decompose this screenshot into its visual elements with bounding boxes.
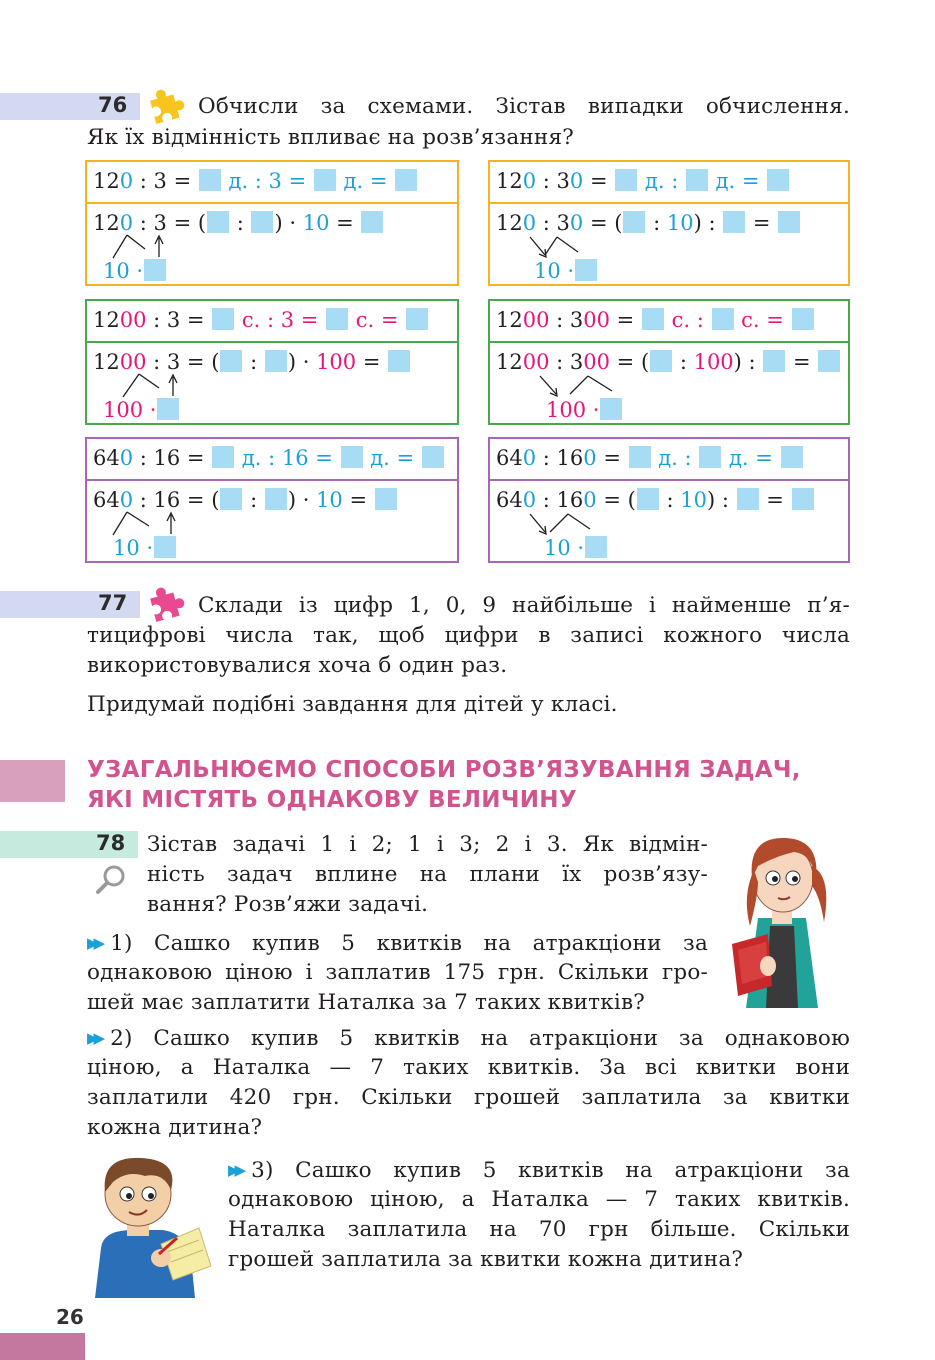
equation-row: 1200 : 3 = ( : ) · 100 = [93,349,411,375]
answer-blank[interactable] [585,536,607,558]
answer-blank[interactable] [144,259,166,281]
answer-blank[interactable] [575,259,597,281]
equation-row: 120 : 3 = д. : 3 = д. = [93,168,418,194]
scheme-result: 10 · [544,535,608,561]
scheme-box [488,437,850,563]
task-text: Зістав задачі 1 і 2; 1 і 3; 2 і 3. Як відмін- [147,832,708,857]
task-text: тицифрові числа так, щоб цифри в записі кожного числа [87,623,850,648]
task-text: Склади із цифр 1, 0, 9 найбільше і найменше п’я- [198,593,850,618]
arrow-icon: ▶▶ [228,1161,242,1179]
task-text: використовувалися хоча б один раз. [87,653,508,678]
answer-blank[interactable] [157,398,179,420]
magnifier-icon [95,862,129,896]
task-text: Придумай подібні завдання для дітей у класі. [87,692,618,717]
task-text: грошей заплатила за квитки кожна дитина? [228,1247,744,1272]
task-number: 77 [98,591,128,615]
equation-row: 120 : 30 = ( : 10) : = [496,210,801,236]
equation-row: 1200 : 300 = ( : 100) : = [496,349,841,375]
girl-reading-illustration [728,826,836,1008]
boy-writing-illustration [83,1148,213,1298]
scheme-result: 100 · [103,397,180,423]
scheme-result: 10 · [113,535,177,561]
section-marker [0,760,65,802]
equation-row: 640 : 160 = ( : 10) : = [496,487,815,513]
arrow-icon: ▶▶ [87,934,101,952]
page-number: 26 [56,1305,84,1329]
scheme-result: 10 · [103,258,167,284]
scheme-arrows [490,301,852,427]
equation-row: 640 : 16 = ( : ) · 10 = [93,487,398,513]
task-text: кожна дитина? [87,1115,263,1140]
task-text: ціною, а Наталка — 7 таких квитків. За всі квитки вони [87,1055,850,1080]
equation-row: 1200 : 3 = с. : 3 = с. = [93,307,429,333]
scheme-box [488,160,850,286]
arrow-icon: ▶▶ [87,1029,101,1047]
task-text: однаковою ціною і заплатив 175 грн. Скільки гро- [87,960,708,985]
puzzle-icon [144,583,186,625]
problem-1: ▶▶ 1) Сашко купив 5 квитків на атракціони за [87,928,708,959]
problem-3: ▶▶ 3) Сашко купив 5 квитків на атракціони за [228,1155,850,1186]
scheme-box [488,299,850,425]
task-text: заплатили 420 грн. Скільки грошей заплатила за квитки [87,1085,850,1110]
task-text: Як їх відмінність впливає на розв’язання? [87,125,574,150]
section-heading: ЯКІ МІСТЯТЬ ОДНАКОВУ ВЕЛИЧИНУ [87,787,577,813]
equation-row: 120 : 3 = ( : ) · 10 = [93,210,384,236]
scheme-result: 100 · [546,397,623,423]
task-number: 76 [98,93,128,117]
equation-row: 1200 : 300 = с. : с. = [496,307,815,333]
equation-row: 120 : 30 = д. : д. = [496,168,790,194]
equation-row: 640 : 160 = д. : д. = [496,445,804,471]
scheme-box [85,437,459,563]
task-number: 78 [96,831,126,855]
task-text: Наталка заплатила на 70 грн більше. Скільки [228,1217,850,1242]
task-text: однаковою ціною, а Наталка — 7 таких квитків. [228,1187,850,1212]
section-heading: УЗАГАЛЬНЮЄМО СПОСОБИ РОЗВ’ЯЗУВАННЯ ЗАДАЧ, [87,757,801,783]
task-text: Обчисли за схемами. Зістав випадки обчислення. [198,94,850,119]
puzzle-icon [144,85,186,127]
task-text: вання? Розв’яжи задачі. [147,892,429,917]
page-number-bar [0,1333,85,1360]
equation-row: 640 : 16 = д. : 16 = д. = [93,445,445,471]
problem-2: ▶▶ 2) Сашко купив 5 квитків на атракціони за однаковою [87,1023,850,1054]
task-text: шей має заплатити Наталка за 7 таких квитків? [87,990,645,1015]
scheme-box [85,160,459,286]
scheme-box [85,299,459,425]
task-text: ність задач вплине на плани їх розв’язу- [147,862,708,887]
answer-blank[interactable] [600,398,622,420]
scheme-result: 10 · [534,258,598,284]
answer-blank[interactable] [154,536,176,558]
